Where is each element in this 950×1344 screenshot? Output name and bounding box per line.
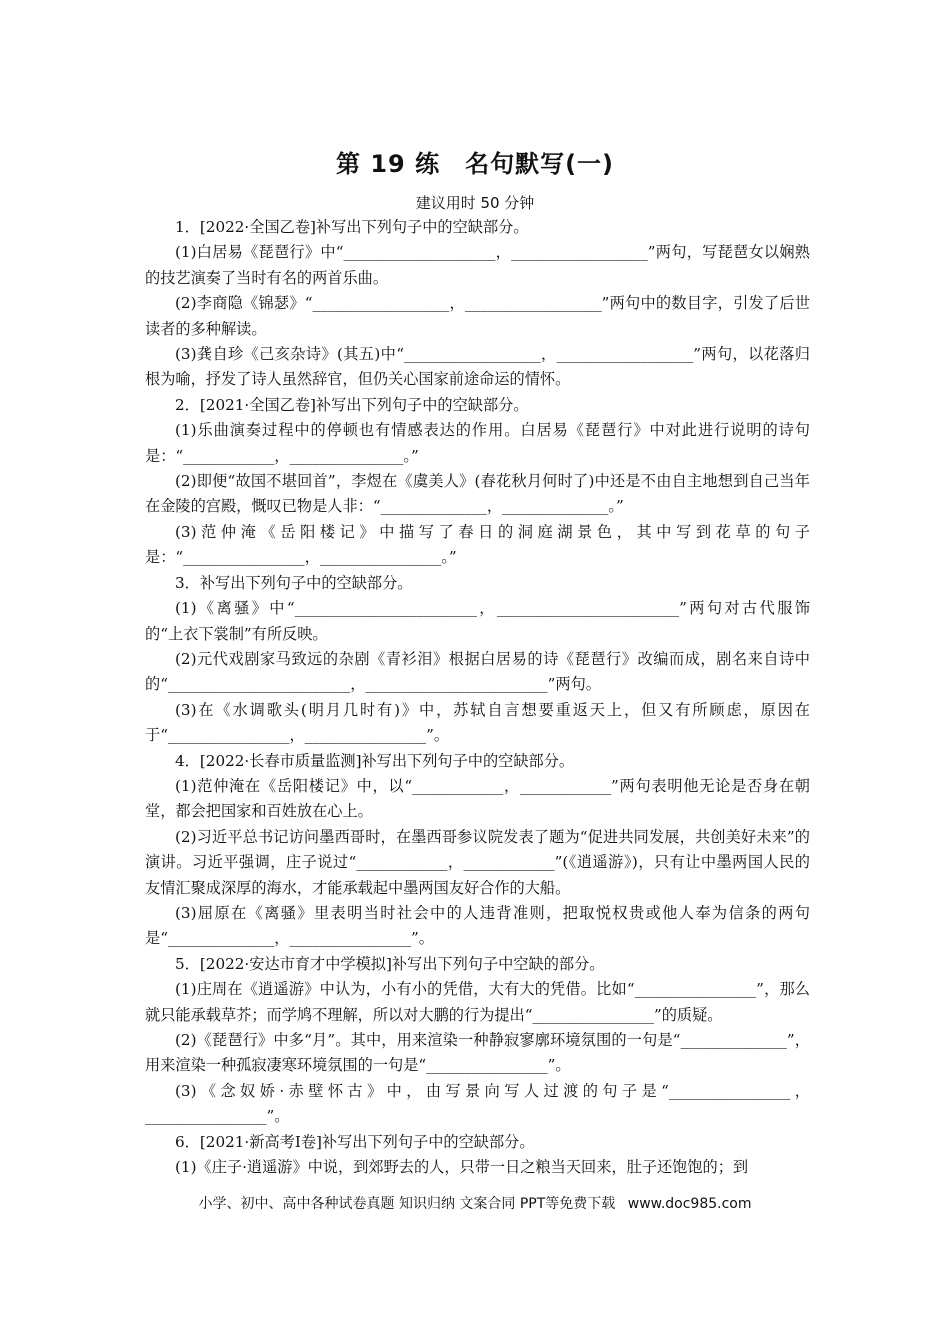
question-2-heading: 2．[2021·全国乙卷]补写出下列句子中的空缺部分。 — [175, 395, 529, 414]
question-3-heading: 3．补写出下列句子中的空缺部分。 — [175, 573, 413, 592]
question-2-item-3: (3)范仲淹《岳阳楼记》中描写了春日的洞庭湖景色，其中写到花草的句子是：“________________，________________。” — [145, 522, 810, 567]
question-5-heading: 5．[2022·安达市育才中学模拟]补写出下列句子中空缺的部分。 — [175, 954, 605, 973]
footer-site-link[interactable]: www.doc985.com — [627, 1196, 752, 1212]
question-5-item-2: (2)《琵琶行》中多“月”。其中，用来渲染一种静寂寥廓环境氛围的一句是“______________”，用来渲染一种孤寂凄寒环境氛围的一句是“________________”。 — [145, 1031, 810, 1075]
page-title: 第 19 练 名句默写(一) — [335, 150, 615, 178]
question-6-item-1: (1)《庄子·逍遥游》中说，到郊野去的人，只带一日之粮当天回来，肚子还饱饱的；到 — [175, 1158, 749, 1177]
question-4-heading: 4．[2022·长春市质量监测]补写出下列句子中的空缺部分。 — [175, 751, 575, 770]
question-1-item-3: (3)龚自珍《己亥杂诗》(其五)中“__________________，__________________”两句，以花落归根为喻，抒发了诗人虽然辞官，但仍关心国家前途命运的情怀。 — [145, 345, 810, 389]
question-4-item-2: (2)习近平总书记访问墨西哥时，在墨西哥参议院发表了题为“促进共同发展，共创美好未来”的演讲。习近平强调，庄子说过“____________，____________”(《逍遥游》)，只有让中墨两国人民的友情汇聚成深厚的海水，才能承载起中墨两国友好合作的大船。 — [145, 827, 810, 897]
footer-text: 小学、初中、高中各种试卷真题 知识归纳 文案合同 PPT等免费下载 — [198, 1196, 616, 1212]
question-5-item-3: (3)《念奴娇·赤壁怀古》中，由写景向写人过渡的句子是“________________，________________”。 — [145, 1081, 810, 1126]
question-2-item-2: (2)即便“故国不堪回首”，李煜在《虞美人》(春花秋月何时了)中还是不由自主地想到自己当年在金陵的宫殿，慨叹已物是人非：“______________，______________。” — [145, 472, 810, 516]
question-1-heading: 1．[2022·全国乙卷]补写出下列句子中的空缺部分。 — [175, 218, 529, 236]
question-4-item-3: (3)屈原在《离骚》里表明当时社会中的人违背准则，把取悦权贵或他人奉为信条的两句是“______________，________________”。 — [145, 903, 810, 948]
question-1-item-1: (1)白居易《琵琶行》中“____________________，__________________”两句，写琵琶女以娴熟的技艺演奏了当时有名的两首乐曲。 — [145, 243, 810, 287]
question-6-heading: 6．[2021·新高考Ⅰ卷]补写出下列句子中的空缺部分。 — [175, 1132, 535, 1151]
question-3-item-2: (2)元代戏剧家马致远的杂剧《青衫泪》根据白居易的诗《琵琶行》改编而成，剧名来自诗中的“________________________，________________________”两句。 — [145, 649, 810, 694]
exercise-body — [145, 215, 810, 1180]
question-3-item-3: (3)在《水调歌头(明月几时有)》中，苏轼自言想要重返天上，但又有所顾虑，原因在于“________________，________________”。 — [145, 700, 810, 745]
question-2-item-1: (1)乐曲演奏过程中的停顿也有情感表达的作用。白居易《琵琶行》中对此进行说明的诗句是：“____________，_______________。” — [145, 421, 810, 465]
time-suggestion: 建议用时 50 分钟 — [415, 194, 535, 212]
question-4-item-1: (1)范仲淹在《岳阳楼记》中，以“____________，____________”两句表明他无论是否身在朝堂，都会把国家和百姓放在心上。 — [145, 776, 810, 821]
page-footer — [0, 1193, 950, 1213]
question-1-item-2: (2)李商隐《锦瑟》“__________________，__________________”两句中的数目字，引发了后世读者的多种解读。 — [145, 294, 810, 338]
question-5-item-1: (1)庄周在《逍遥游》中认为，小有小的凭借，大有大的凭借。比如“________________”，那么就只能承载草芥；而学鸠不理解，所以对大鹏的行为提出“________________”的质疑。 — [145, 980, 810, 1024]
question-3-item-1: (1)《离骚》中“________________________，________________________”两句对古代服饰的“上衣下裳制”有所反映。 — [145, 599, 810, 643]
